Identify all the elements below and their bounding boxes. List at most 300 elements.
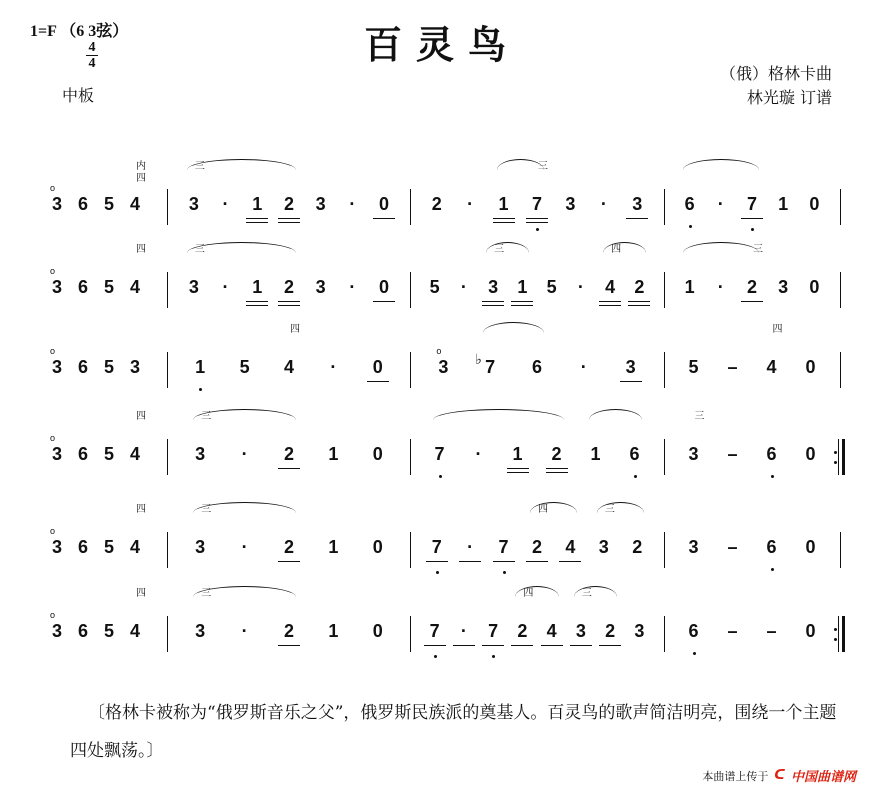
note	[620, 354, 642, 388]
barline	[840, 272, 841, 308]
note	[573, 354, 595, 388]
slur	[497, 159, 544, 170]
note-value: 2	[283, 194, 294, 214]
score-row	[0, 411, 884, 475]
note	[373, 274, 395, 308]
note	[772, 191, 794, 225]
low-octave-dot	[503, 571, 506, 574]
note-value: 1	[498, 194, 509, 214]
note	[373, 191, 395, 225]
note	[367, 618, 389, 652]
note	[234, 534, 256, 568]
measure	[666, 508, 838, 568]
string-mark: 三	[194, 161, 205, 172]
barline	[664, 616, 665, 652]
note	[526, 161, 548, 225]
note-value: 6	[766, 537, 777, 557]
note	[234, 441, 256, 475]
note-value: 2	[634, 277, 645, 297]
note-value: ·	[717, 277, 724, 297]
note	[683, 618, 705, 652]
note	[570, 274, 592, 308]
note	[46, 526, 68, 568]
string-mark: 三	[581, 588, 592, 599]
measure	[36, 588, 156, 652]
note-value: 5	[239, 357, 250, 377]
note	[124, 354, 146, 388]
note	[628, 618, 650, 652]
open-string-mark: o	[50, 183, 56, 193]
note-value: 3	[129, 357, 140, 377]
note	[72, 354, 94, 388]
string-mark: 四	[136, 504, 146, 515]
string-mark: 四	[537, 504, 548, 515]
note-value: ·	[241, 444, 248, 464]
note-value: 6	[77, 537, 88, 557]
note	[124, 411, 146, 475]
note-value: ·	[241, 621, 248, 641]
low-octave-dot	[199, 388, 202, 391]
note-value: ·	[222, 277, 229, 297]
note	[322, 534, 344, 568]
note	[424, 274, 446, 308]
string-mark: 三	[201, 588, 212, 599]
note-value: 6	[77, 357, 88, 377]
note-value: ·	[467, 537, 474, 557]
note-value: 7	[431, 537, 442, 557]
note	[803, 191, 825, 225]
note-value: 4	[605, 277, 616, 297]
note	[234, 354, 256, 388]
note	[559, 191, 581, 225]
note	[278, 191, 300, 225]
note	[559, 534, 581, 568]
note	[310, 274, 332, 308]
note	[72, 534, 94, 568]
upload-credit	[702, 766, 856, 785]
note-value: 5	[103, 277, 114, 297]
note-value: 6	[766, 444, 777, 464]
note	[722, 534, 744, 568]
note-value: 6	[684, 194, 695, 214]
slur	[589, 409, 642, 420]
note-value: 1	[590, 444, 601, 464]
note-value: 5	[429, 277, 440, 297]
note	[482, 618, 504, 652]
string-mark: 三	[752, 244, 763, 255]
note	[761, 324, 783, 388]
note-value: 0	[805, 357, 816, 377]
note-value: 6	[77, 621, 88, 641]
note	[624, 441, 646, 475]
slur	[683, 242, 759, 253]
score-row	[0, 244, 884, 308]
note	[183, 244, 205, 308]
note-value: 2	[283, 444, 294, 464]
note-value: 7	[429, 621, 440, 641]
note	[493, 191, 515, 225]
note-value: 3	[315, 194, 326, 214]
note-value: 0	[805, 537, 816, 557]
note-value: 4	[546, 621, 557, 641]
measure	[36, 328, 156, 388]
note	[468, 441, 490, 475]
note-value: ·	[580, 357, 587, 377]
note	[475, 351, 501, 388]
note-value: ·	[475, 444, 482, 464]
note	[426, 534, 448, 568]
note-value: 0	[372, 444, 383, 464]
note	[511, 588, 534, 652]
note-value: 3	[51, 194, 62, 214]
string-mark: 四	[289, 324, 300, 335]
note-value: 2	[605, 621, 616, 641]
note-value: 1	[328, 537, 339, 557]
note	[761, 441, 783, 475]
note-value: 3	[315, 277, 326, 297]
note	[453, 274, 475, 308]
note	[803, 274, 825, 308]
note	[424, 618, 446, 652]
score-row	[0, 588, 884, 652]
note-value: 7	[485, 357, 496, 377]
barline	[167, 532, 168, 568]
note-value: ·	[600, 194, 607, 214]
note-value: 7	[488, 621, 499, 641]
note-value: ·	[460, 621, 467, 641]
barline	[840, 352, 841, 388]
note	[507, 441, 529, 475]
note	[593, 191, 615, 225]
note-value: 0	[809, 194, 820, 214]
key-signature: 1=F （6 3弦）	[30, 23, 129, 40]
string-mark: 三	[201, 411, 212, 422]
note-value: 3	[634, 621, 645, 641]
note-value: 3	[438, 357, 449, 377]
note	[710, 191, 732, 225]
credits	[720, 62, 832, 110]
note	[429, 441, 451, 475]
note-value: 1	[512, 444, 523, 464]
note	[46, 610, 68, 652]
note	[98, 191, 120, 225]
measure	[36, 504, 156, 568]
note	[46, 183, 68, 225]
measure	[412, 161, 662, 225]
open-string-mark: o	[50, 610, 56, 620]
note-value: 6	[77, 194, 88, 214]
measure	[666, 592, 838, 652]
measure	[170, 244, 408, 308]
note	[124, 161, 146, 225]
note-value: –	[727, 444, 738, 464]
low-octave-dot	[771, 475, 774, 478]
note	[526, 354, 548, 388]
note-value: 3	[688, 537, 699, 557]
low-octave-dot	[536, 228, 539, 231]
note-value: 4	[283, 357, 294, 377]
note-value: 1	[328, 444, 339, 464]
note-value: 6	[531, 357, 542, 377]
note	[215, 191, 237, 225]
note	[683, 411, 705, 475]
open-string-mark: o	[50, 266, 56, 276]
note	[124, 504, 146, 568]
note	[246, 191, 268, 225]
note-value: 2	[746, 277, 757, 297]
score-row	[0, 161, 884, 225]
measure	[36, 411, 156, 475]
note	[599, 618, 621, 652]
measure	[170, 588, 408, 652]
note	[432, 346, 454, 388]
note	[98, 274, 120, 308]
note	[710, 274, 732, 308]
note	[98, 354, 120, 388]
note-value: 6	[688, 621, 699, 641]
note-value: 4	[766, 357, 777, 377]
note	[800, 441, 822, 475]
open-string-mark: o	[50, 433, 56, 443]
barline	[410, 532, 411, 568]
low-octave-dot	[771, 568, 774, 571]
note-value: 5	[546, 277, 557, 297]
note-value: –	[727, 357, 738, 377]
note	[493, 534, 515, 568]
measure	[170, 504, 408, 568]
barline	[664, 352, 665, 388]
slur	[515, 586, 559, 597]
note	[98, 618, 120, 652]
note-value: –	[727, 537, 738, 557]
note-value: –	[727, 621, 738, 641]
barline	[410, 439, 411, 475]
note	[72, 274, 94, 308]
score-row	[0, 324, 884, 388]
note	[722, 441, 744, 475]
note	[322, 354, 344, 388]
barline	[410, 352, 411, 388]
slur	[574, 586, 617, 597]
note-value: 4	[129, 537, 140, 557]
string-mark: 三	[494, 244, 505, 255]
note-value: 3	[575, 621, 586, 641]
upload-label: 本曲谱上传于	[702, 769, 769, 783]
note	[526, 504, 548, 568]
note-value: ·	[222, 194, 229, 214]
note	[800, 534, 822, 568]
note	[189, 354, 211, 388]
note	[679, 191, 701, 225]
measure	[412, 504, 662, 568]
note	[628, 274, 650, 308]
time-top: 4	[88, 40, 96, 55]
note	[722, 354, 744, 388]
string-mark: 四	[611, 244, 622, 255]
measure	[170, 324, 408, 388]
note-value: 3	[598, 537, 609, 557]
note-value: ·	[349, 194, 356, 214]
string-mark: 四	[523, 588, 534, 599]
note	[278, 618, 300, 652]
score-title: 百灵鸟	[363, 23, 520, 67]
note	[599, 244, 622, 308]
score-row	[0, 504, 884, 568]
string-mark: 三	[694, 411, 705, 422]
open-string-mark: o	[50, 526, 56, 536]
slur	[433, 409, 564, 420]
note	[541, 618, 563, 652]
note	[459, 534, 481, 568]
open-string-mark: o	[436, 346, 442, 356]
note	[72, 441, 94, 475]
barline	[167, 616, 168, 652]
slur	[683, 159, 759, 170]
note-value: ·	[467, 194, 474, 214]
note-value: ·	[717, 194, 724, 214]
note-value: 3	[488, 277, 499, 297]
note	[511, 274, 533, 308]
note	[124, 588, 146, 652]
note	[772, 274, 794, 308]
note-value: 1	[328, 621, 339, 641]
note-value: 4	[129, 194, 140, 214]
note	[341, 274, 363, 308]
note-value: 2	[283, 537, 294, 557]
flat-sign: ♭	[475, 351, 482, 367]
note-value: 2	[283, 277, 294, 297]
low-octave-dot	[634, 475, 637, 478]
string-mark: 四	[136, 588, 146, 599]
barline	[410, 189, 411, 225]
footnote: 〔格林卡被称为“俄罗斯音乐之父”，俄罗斯民族派的奠基人。百灵鸟的歌声简洁明亮，围绕一个主题四处飘荡。〕	[70, 703, 837, 761]
note-value: 3	[195, 444, 206, 464]
note	[46, 266, 68, 308]
measure	[36, 161, 156, 225]
note-value: 3	[51, 621, 62, 641]
note-value: 0	[372, 537, 383, 557]
note-value: 3	[51, 537, 62, 557]
note	[72, 191, 94, 225]
note-value: 2	[551, 444, 562, 464]
note-value: 3	[51, 444, 62, 464]
barline	[410, 272, 411, 308]
composer: （俄）格林卡曲	[719, 64, 832, 83]
note	[46, 346, 68, 388]
note-value: 6	[77, 444, 88, 464]
note-value: 5	[103, 537, 114, 557]
low-octave-dot	[751, 228, 754, 231]
note-value: 2	[531, 537, 542, 557]
note-value: 5	[103, 194, 114, 214]
note-value: 4	[129, 444, 140, 464]
note	[278, 441, 300, 475]
measure	[36, 244, 156, 308]
note	[679, 274, 701, 308]
note	[761, 534, 783, 568]
note-value: 3	[195, 537, 206, 557]
string-mark: 内 四	[136, 161, 146, 184]
barline	[840, 189, 841, 225]
note	[322, 441, 344, 475]
note-value: 3	[188, 277, 199, 297]
note-value: 1	[778, 194, 789, 214]
slur	[483, 322, 544, 333]
note-value: 7	[434, 444, 445, 464]
note	[541, 274, 563, 308]
repeat-end-barline	[834, 616, 844, 652]
open-string-mark: o	[50, 346, 56, 356]
note-value: 7	[498, 537, 509, 557]
site-name[interactable]: 中国曲谱网	[790, 770, 856, 785]
slur	[486, 242, 529, 253]
string-mark: 四	[772, 324, 783, 335]
note	[124, 244, 146, 308]
note	[341, 191, 363, 225]
note-value: 3	[188, 194, 199, 214]
note	[189, 588, 212, 652]
note	[367, 441, 389, 475]
note	[585, 441, 607, 475]
note-value: 0	[379, 277, 390, 297]
note	[722, 618, 744, 652]
note	[278, 324, 300, 388]
note-value: 5	[103, 621, 114, 641]
tempo-marking: 中板	[62, 86, 95, 105]
barline	[167, 439, 168, 475]
note	[234, 618, 256, 652]
note	[246, 274, 268, 308]
note-value: 3	[565, 194, 576, 214]
note-value: 3	[632, 194, 643, 214]
note	[626, 534, 648, 568]
note-value: 1	[252, 194, 263, 214]
note-value: 3	[778, 277, 789, 297]
note-value: 3	[51, 277, 62, 297]
note	[741, 191, 763, 225]
note-value: 0	[805, 444, 816, 464]
note-value: 6	[629, 444, 640, 464]
note	[367, 534, 389, 568]
barline	[167, 352, 168, 388]
barline	[410, 616, 411, 652]
barline	[664, 439, 665, 475]
note	[72, 618, 94, 652]
note-value: 3	[51, 357, 62, 377]
note-value: 4	[129, 277, 140, 297]
note	[741, 244, 763, 308]
measure	[412, 415, 662, 475]
note	[570, 588, 592, 652]
measure	[412, 244, 662, 308]
note-value: ·	[577, 277, 584, 297]
note-value: 0	[379, 194, 390, 214]
note	[459, 191, 481, 225]
string-mark: 四	[136, 244, 146, 255]
note	[183, 161, 205, 225]
note	[453, 618, 475, 652]
note	[800, 354, 822, 388]
note	[189, 411, 212, 475]
note-value: ·	[349, 277, 356, 297]
barline	[167, 189, 168, 225]
barline	[840, 532, 841, 568]
note-value: ·	[241, 537, 248, 557]
slur	[603, 242, 646, 253]
note	[626, 191, 648, 225]
barline	[664, 532, 665, 568]
note	[482, 244, 505, 308]
